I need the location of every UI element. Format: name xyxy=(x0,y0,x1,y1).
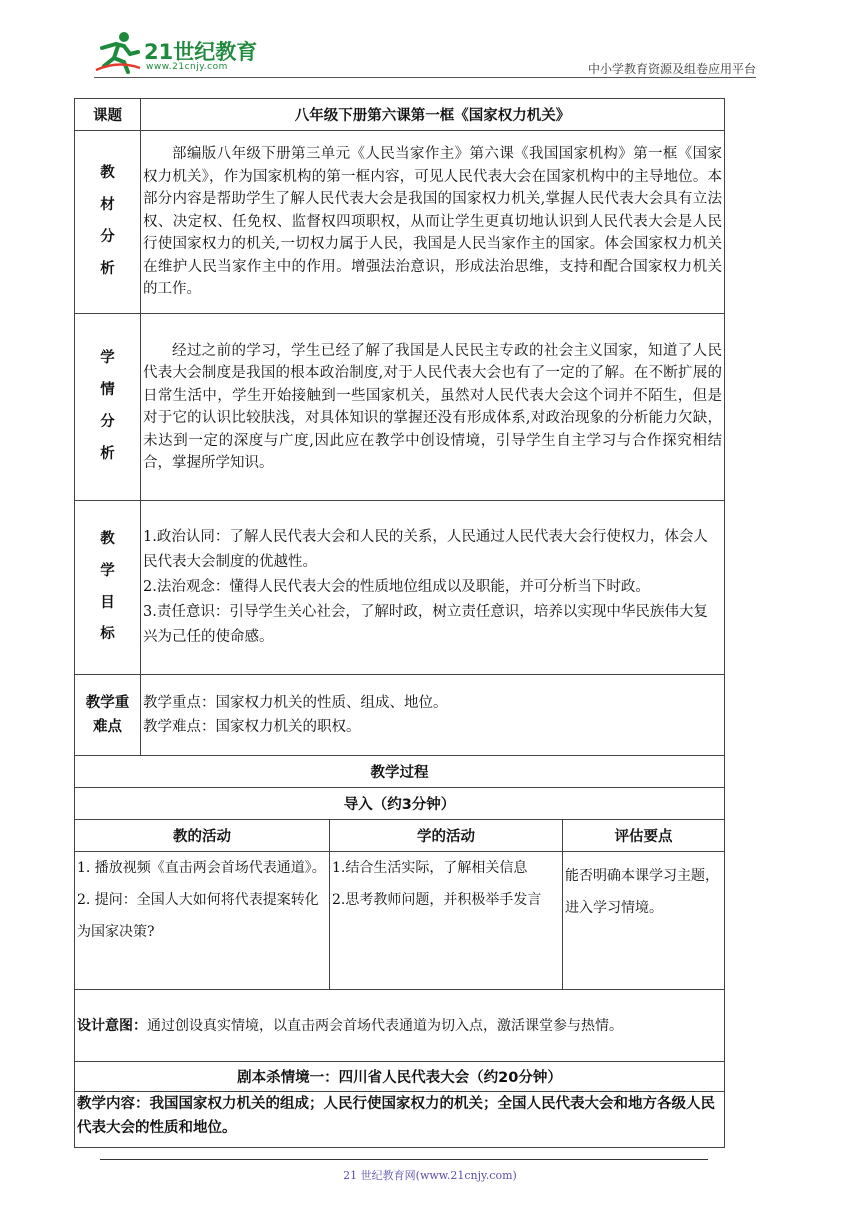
design-label: 设计意图： xyxy=(77,1017,147,1034)
title-row xyxy=(75,99,725,131)
student-analysis-text: 经过之前的学习，学生已经了解了我国是人民民主专政的社会主义国家，知道了人民代表大会制度是我国的根本政治制度,对于人民代表大会也有了一定的了解。在不断扩展的日常生活中，学生开始接触到一些国家机关，虽然对人民代表大会这个词并不陌生，但是对于它的认识比较肤浅，对具体知识的掌握还没有形成体系,对政治现象的分析能力欠缺，未达到一定的深度与广度,因此应在教学中创设情境，引导学生自主学习与合作探究相结合，掌握所学知识。 xyxy=(141,314,725,501)
page-header xyxy=(94,30,756,80)
page-footer[interactable]: 21 世纪教育网(www.21cnjy.com) xyxy=(343,1169,517,1182)
eval-points: 能否明确本课学习主题，进入学习情境。 xyxy=(563,852,725,990)
goals-label: 教 学 目 标 xyxy=(75,501,141,675)
key-points-row xyxy=(75,675,725,756)
material-row xyxy=(75,131,725,314)
key-points-label: 教学重 难点 xyxy=(75,675,141,756)
platform-name: 中小学教育资源及组卷应用平台 xyxy=(587,62,756,76)
teacher-activity: 1. 播放视频《直击两会首场代表通道》。 2. 提问：全国人大如何将代表提案转化为国家决策? xyxy=(75,852,330,990)
design-text: 通过创设真实情境，以直击两会首场代表通道为切入点，激活课堂参与热情。 xyxy=(147,1017,623,1034)
difficult-point: 教学难点：国家权力机关的职权。 xyxy=(143,719,361,735)
runner-icon xyxy=(94,30,142,74)
intro-title: 导入（约3分钟） xyxy=(75,788,725,820)
design-intent xyxy=(75,990,725,1062)
header-divider xyxy=(94,77,756,78)
process-title: 教学过程 xyxy=(75,756,725,788)
goals-list xyxy=(141,501,725,675)
goal-item: 2.法治观念：懂得人民代表大会的性质地位组成以及职能，并可分析当下时政。 xyxy=(143,579,650,595)
activity-header-row xyxy=(75,820,725,852)
logo-url: www.21cnjy.com xyxy=(146,62,228,72)
design-row xyxy=(75,990,725,1062)
student-label: 学 情 分 析 xyxy=(75,314,141,501)
material-label: 教 材 分 析 xyxy=(75,131,141,314)
logo-text: 21世纪教育 xyxy=(144,40,258,64)
footer-divider xyxy=(100,1159,708,1160)
goal-item: 3.责任意识：引导学生关心社会，了解时政，树立责任意识，培养以实现中华民族伟大复兴为己任的使命感。 xyxy=(143,604,708,645)
scene-title-row xyxy=(75,1062,725,1092)
student-activity: 1.结合生活实际，了解相关信息 2.思考教师问题，并积极举手发言 xyxy=(330,852,563,990)
goal-item: 1.政治认同：了解人民代表大会和人民的关系，人民通过人民代表大会行使权力，体会人民代表大会制度的优越性。 xyxy=(143,529,708,570)
intro-title-row xyxy=(75,788,725,820)
key-points-text xyxy=(141,675,725,756)
process-title-row xyxy=(75,756,725,788)
key-point: 教学重点：国家权力机关的性质、组成、地位。 xyxy=(143,695,448,711)
col-teacher: 教的活动 xyxy=(75,820,330,852)
title-label: 课题 xyxy=(75,99,141,131)
student-row xyxy=(75,314,725,501)
content-row xyxy=(75,1092,725,1148)
col-eval: 评估要点 xyxy=(563,820,725,852)
activity-row xyxy=(75,852,725,990)
goals-row xyxy=(75,501,725,675)
col-student: 学的活动 xyxy=(330,820,563,852)
lesson-plan-table xyxy=(74,98,725,1148)
site-logo[interactable] xyxy=(94,30,264,76)
scene-title: 剧本杀情境一：四川省人民代表大会（约20分钟） xyxy=(75,1062,725,1092)
lesson-title: 八年级下册第六课第一框《国家权力机关》 xyxy=(141,99,725,131)
teaching-content: 教学内容：我国国家权力机关的组成；人民行使国家权力的机关；全国人民代表大会和地方各级人民代表大会的性质和地位。 xyxy=(75,1092,725,1148)
material-analysis-text: 部编版八年级下册第三单元《人民当家作主》第六课《我国国家机构》第一框《国家权力机关》，作为国家机构的第一框内容，可见人民代表大会在国家机构中的主导地位。本部分内容是帮助学生了解人民代表大会是我国的国家权力机关,掌握人民代表大会具有立法权、决定权、任免权、监督权四项职权，从而让学生更真切地认识到人民代表大会是人民行使国家权力的机关,一切权力属于人民，我国是人民当家作主的国家。体会国家权力机关在维护人民当家作主中的作用。增强法治意识，形成法治思维，支持和配合国家权力机关的工作。 xyxy=(141,131,725,314)
